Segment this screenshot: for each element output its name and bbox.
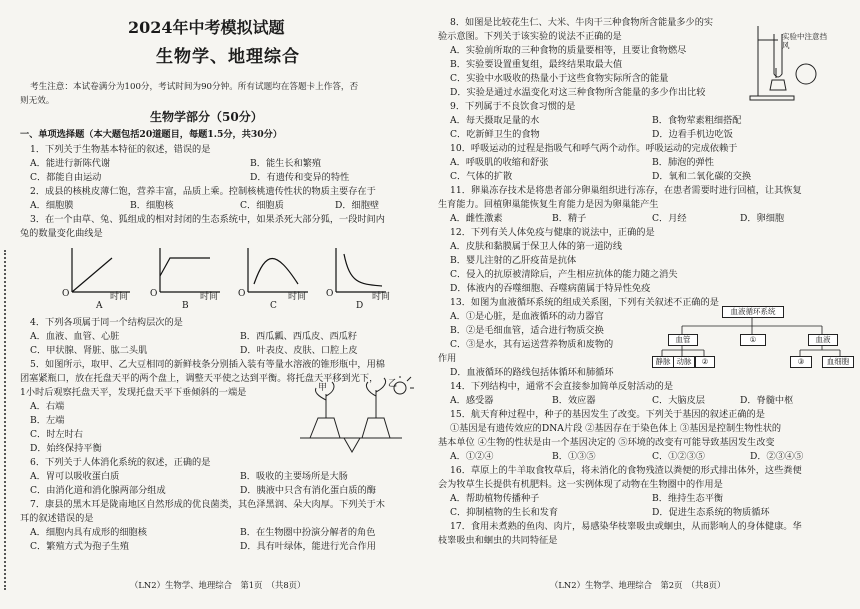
q5-option-a: A．右端 [30, 401, 65, 412]
q14-option-a: A．感受器 [450, 395, 494, 406]
q8-line-1: 8．如图是比较花生仁、大米、牛肉干三种食物所含能量多少的实 [450, 17, 714, 28]
q11-line-1: 11．卵巢冻存技术是将患者部分卵巢组织进行冻存，在患者需要时进行回植，让其恢复 [450, 185, 802, 196]
q9-option-b: B．食物荤素粗细搭配 [652, 115, 742, 126]
q3-origin-a: O [62, 289, 70, 299]
q13-box-3: ③ [790, 356, 812, 368]
q13-option-a: A．①是心脏，是血液循环的动力器官 [450, 311, 604, 322]
q3-time-b: 时间 [200, 292, 219, 302]
q2-option-b: B．细胞核 [130, 200, 174, 211]
q5-label-jia: 甲 [318, 383, 328, 393]
q13-option-c-2: 作用 [438, 353, 457, 364]
q6-option-d: D．胰液中只含有消化蛋白质的酶 [240, 485, 376, 496]
q3-origin-c: O [238, 289, 246, 299]
q3-time-d: 时间 [372, 292, 391, 302]
q11-option-a: A．雌性激素 [450, 213, 503, 224]
q11-line-2: 生育能力。回植卵巢能恢复生育能力是因为卵巢能产生 [438, 199, 659, 210]
q1-option-a: A．能进行新陈代谢 [30, 158, 111, 169]
q10-option-a: A．呼吸肌的收缩和舒张 [450, 157, 549, 168]
q5-option-b: B．左端 [30, 415, 65, 426]
q16-option-a: A．帮助植物传播种子 [450, 493, 540, 504]
q9-option-a: A．每天摄取足量的水 [450, 115, 540, 126]
q15-option-b: B．①③⑤ [552, 451, 596, 462]
q13-circulation-diagram [652, 306, 852, 372]
q13-stem: 13．如图为血液循环系统的组成关系图，下列有关叙述不正确的是 [450, 297, 719, 308]
q16-option-d: D．促进生态系统的物质循环 [652, 507, 770, 518]
q8-illustration-label: 实验中注意挡风 [782, 32, 827, 50]
q13-box-blood-cell: 血细胞 [822, 356, 854, 368]
q4-option-d: D．叶表皮、皮肤、口腔上皮 [240, 345, 358, 356]
q3-time-a: 时间 [110, 292, 129, 302]
q16-line-1: 16．草原上的牛羊取食牧草后，将未消化的食物残渣以粪便的形式排出体外，这些粪便 [450, 465, 802, 476]
q3-label-d: D [356, 301, 364, 311]
q5-option-d: D．始终保持平衡 [30, 443, 102, 454]
q9-option-c: C．吃新鲜卫生的食物 [450, 129, 540, 140]
q14-option-b: B．效应器 [552, 395, 596, 406]
q13-box-artery: 动脉 [673, 356, 695, 368]
q14-option-d: D．脊髓中枢 [740, 395, 794, 406]
notice-line-1: 考生注意：本试卷满分为100分，考试时间为90分钟。所有试题均在答题卡上作答，否 [30, 82, 359, 92]
q4-option-c: C．甲状腺、肾脏、肱二头肌 [30, 345, 148, 356]
exam-title: 2024年中考模拟试题 [128, 18, 285, 37]
q3-label-c: C [270, 301, 277, 311]
q2-option-d: D．细胞壁 [335, 200, 380, 211]
bio-section-title: 生物学部分（50分） [150, 110, 263, 124]
q7-option-c: C．繁殖方式为孢子生殖 [30, 541, 129, 552]
q2-option-c: C．细胞质 [240, 200, 284, 211]
q16-option-b: B．维持生态平衡 [652, 493, 724, 504]
q15-line-3: 基本单位 ④生物的性状是由一个基因决定的 ⑤环境的改变有可能导致基因发生改变 [438, 437, 775, 448]
q3-stem-2: 兔的数量变化曲线是 [20, 228, 103, 239]
q11-option-b: B．精子 [552, 213, 587, 224]
q10-option-c: C．气体的扩散 [450, 171, 513, 182]
q15-option-a: A．①②④ [450, 451, 494, 462]
q1-option-c: C．都能自由运动 [30, 172, 102, 183]
q5-line-3: 1小时后观察托盘天平，发现托盘天平下垂倾斜的一端是 [20, 387, 247, 398]
q12-option-c: C．侵入的抗原被清除后，产生相应抗体的能力随之消失 [450, 269, 678, 280]
q5-label-yi: 乙 [388, 379, 398, 389]
q8-line-2: 验示意图。下列关于该实验的说法不正确的是 [438, 31, 622, 42]
q3-label-b: B [182, 301, 189, 311]
q15-option-c: C．①②③⑤ [652, 451, 705, 462]
q13-box-vessel: 血管 [668, 334, 698, 346]
q16-line-2: 会为牧草生长提供有机肥料。这一实例体现了动物在生物圈中的作用是 [438, 479, 723, 490]
binding-margin-dots [4, 250, 9, 590]
q8-option-c: C．实验中水吸收的热量小于这些食物实际所含的能量 [450, 73, 669, 84]
q12-stem: 12．下列有关人体免疫与健康的说法中，正确的是 [450, 227, 655, 238]
q3-label-a: A [96, 301, 103, 311]
q5-line-2: 团塞紧瓶口，放在托盘天平的两个盘上，调整天平使之达到平衡。将托盘天平移到光下， [20, 373, 379, 384]
q16-option-c: C．抑制植物的生长和发育 [450, 507, 559, 518]
q5-option-c: C．时左时右 [30, 429, 83, 440]
q4-option-a: A．血液、血管、心脏 [30, 331, 120, 342]
q8-option-a: A．实验前所取的三种食物的质量要相等，且要让食物燃尽 [450, 45, 687, 56]
q13-option-c-1: C．③是水，其有运送营养物质和废物的 [450, 339, 614, 350]
q10-option-d: D．氧和二氧化碳的交换 [652, 171, 752, 182]
q12-option-b: B．婴儿注射的乙肝疫苗是抗体 [450, 255, 577, 266]
q13-box-1: ① [740, 334, 766, 346]
q13-box-blood: 血液 [808, 334, 838, 346]
notice-line-2: 则无效。 [20, 96, 55, 106]
q6-option-a: A．胃可以吸收蛋白质 [30, 471, 120, 482]
page-2 [430, 0, 860, 609]
part1-heading: 一、单项选择题（本大题包括20道题目，每题1.5分，共30分） [20, 129, 283, 140]
q9-stem: 9．下列属于不良饮食习惯的是 [450, 101, 576, 112]
q5-line-1: 5．如图所示，取甲、乙大豆相同的新鲜枝条分别插入装有等量水溶液的锥形瓶中，用棉 [30, 359, 385, 370]
q4-stem: 4．下列各项属于同一个结构层次的是 [30, 317, 183, 328]
q12-option-d: D．体液内的吞噬细胞、吞噬病菌属于特异性免疫 [450, 283, 651, 294]
q17-line-1: 17．食用未煮熟的鱼肉、肉片，易感染华枝睾吸虫或蛔虫，从而影响人的身体健康。华 [450, 521, 802, 532]
q6-option-b: B．吸收的主要场所是大肠 [240, 471, 348, 482]
q10-stem: 10．呼吸运动的过程是指吸气和呼气两个动作。呼吸运动的完成依赖于 [450, 143, 738, 154]
q15-line-2: ①基因是有遗传效应的DNA片段 ②基因存在于染色体上 ③基因是控制生物性状的 [450, 423, 782, 434]
q12-option-a: A．皮肤和黏膜属于保卫人体的第一道防线 [450, 241, 623, 252]
footer-page-1: （LN2）生物学、地理综合 第1页 （共8页） [130, 580, 306, 590]
q9-option-d: D．边看手机边吃饭 [652, 129, 733, 140]
q1-option-b: B．能生长和繁殖 [250, 158, 322, 169]
q4-option-b: B．西瓜瓤、西瓜皮、西瓜籽 [240, 331, 358, 342]
q1-stem: 1．下列关于生物基本特征的叙述，错误的是 [30, 144, 211, 155]
q3-origin-b: O [150, 289, 158, 299]
subject-title: 生物学、地理综合 [156, 47, 300, 67]
q7-line-2: 耳的叙述错误的是 [20, 513, 94, 524]
q13-box-2: ② [695, 356, 715, 368]
q7-line-1: 7．康县的黑木耳是陇南地区自然形成的优良菌类，其色泽黑润、朵大肉厚。下列关于木 [30, 499, 385, 510]
q17-line-2: 枝睾吸虫和蛔虫的共同特征是 [438, 535, 558, 546]
q6-stem: 6．下列关于人体消化系统的叙述，正确的是 [30, 457, 211, 468]
q3-stem-1: 3．在一个由草、兔、狐组成的相对封闭的生态系统中，如果杀死大部分狐，一段时间内 [30, 214, 385, 225]
q2-stem: 2．成县的核桃皮薄仁饱，营养丰富，品质上乘。控制核桃遗传性状的物质主要存在于 [30, 186, 376, 197]
q7-option-b: B．在生物圈中扮演分解者的角色 [240, 527, 376, 538]
q14-option-c: C．大脑皮层 [652, 395, 705, 406]
q11-option-d: D．卵细胞 [740, 213, 785, 224]
q7-option-a: A．细胞内具有成形的细胞核 [30, 527, 147, 538]
q13-box-system: 血液循环系统 [722, 306, 784, 318]
q13-option-d: D．血液循环的路线包括体循环和肺循环 [450, 367, 614, 378]
q6-option-c: C．由消化道和消化腺两部分组成 [30, 485, 166, 496]
q10-option-b: B．肺泡的弹性 [652, 157, 714, 168]
q2-option-a: A．细胞膜 [30, 200, 74, 211]
q3-origin-d: O [326, 289, 334, 299]
q13-option-b: B．②是毛细血管，适合进行物质交换 [450, 325, 604, 336]
q13-box-vein: 静脉 [652, 356, 674, 368]
q14-stem: 14．下列结构中，通常不会直接参加简单反射活动的是 [450, 381, 674, 392]
q15-option-d: D．②③④⑤ [750, 451, 804, 462]
q1-option-d: D．有遗传和变异的特性 [250, 172, 350, 183]
q8-option-d: D．实验是通过水温变化对这三种食物所含能量的多少作出比较 [450, 87, 706, 98]
q15-line-1: 15．航天育种过程中，种子的基因发生了改变。下列关于基因的叙述正确的是 [450, 409, 765, 420]
q11-option-c: C．月经 [652, 213, 687, 224]
q7-option-d: D．具有叶绿体，能进行光合作用 [240, 541, 376, 552]
q8-option-b: B．实验要设置重复组，最终结果取最大值 [450, 59, 623, 70]
q3-time-c: 时间 [288, 292, 307, 302]
footer-page-2: （LN2）生物学、地理综合 第2页 （共8页） [550, 580, 726, 590]
